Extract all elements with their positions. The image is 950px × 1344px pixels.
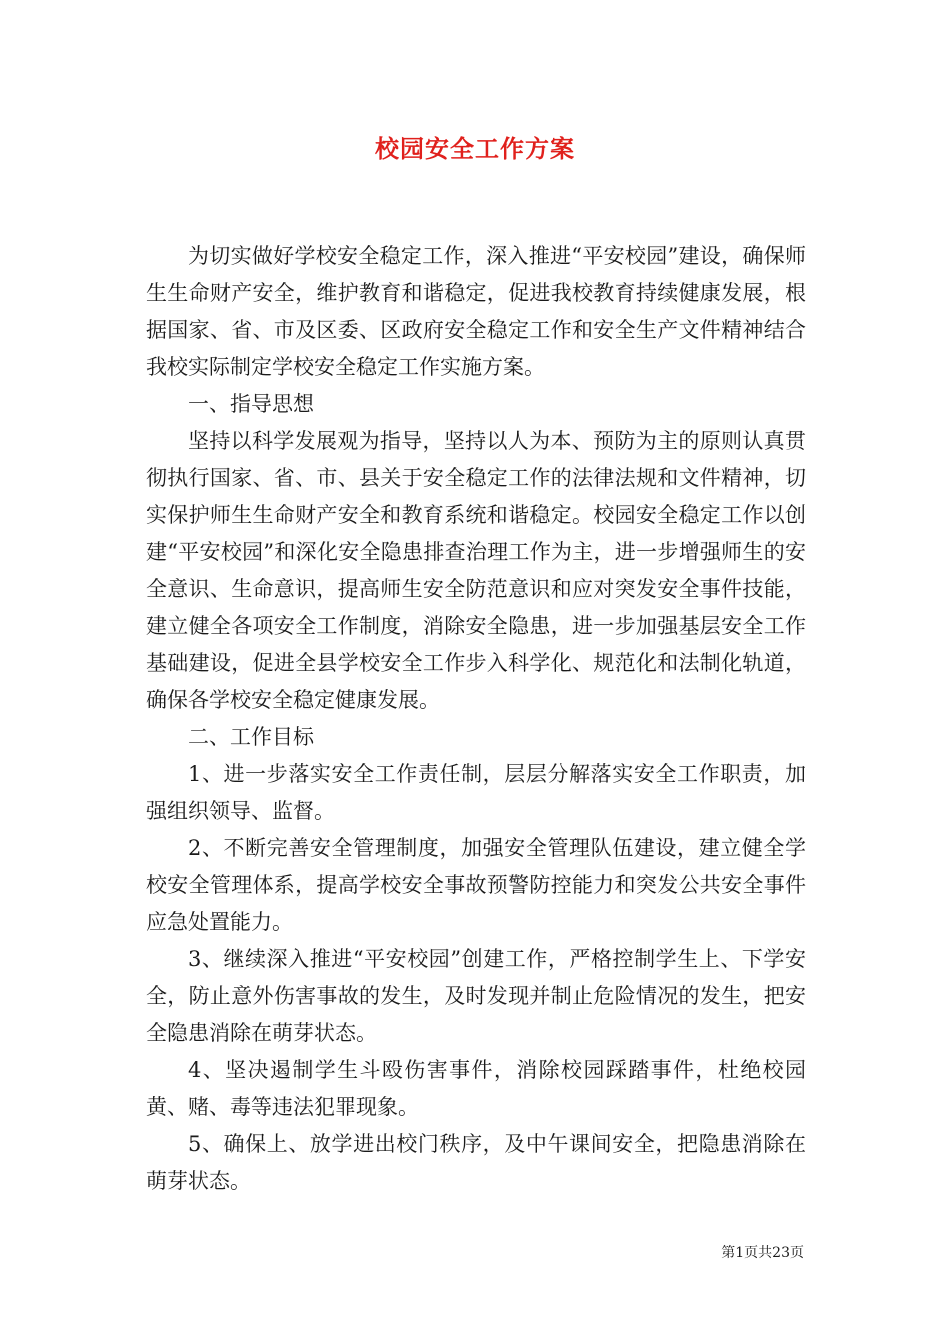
- section-heading-work-goals: 二、工作目标: [188, 725, 314, 749]
- document-title: 校园安全工作方案: [375, 134, 575, 163]
- goal-item-2: 2、不断完善安全管理制度，加强安全管理队伍建设，建立健全学校安全管理体系，提高学校安全事故预警防控能力和突发公共安全事件应急处置能力。: [146, 836, 806, 934]
- intro-paragraph: 为切实做好学校安全稳定工作，深入推进“平安校园”建设，确保师生生命财产安全，维护教育和谐稳定，促进我校教育持续健康发展，根据国家、省、市及区委、区政府安全稳定工作和安全生产文件精神结合我校实际制定学校安全稳定工作实施方案。: [146, 244, 806, 379]
- goal-item-4: 4、坚决遏制学生斗殴伤害事件，消除校园踩踏事件，杜绝校园黄、赌、毒等违法犯罪现象。: [146, 1058, 806, 1119]
- goal-item-5: 5、确保上、放学进出校门秩序，及中午课间安全，把隐患消除在萌芽状态。: [146, 1132, 806, 1193]
- goal-item-3: 3、继续深入推进“平安校园”创建工作，严格控制学生上、下学安全，防止意外伤害事故的发生，及时发现并制止危险情况的发生，把安全隐患消除在萌芽状态。: [146, 947, 806, 1045]
- page-number-footer: 第1页共23页: [721, 1245, 804, 1261]
- guiding-ideology-paragraph: 坚持以科学发展观为指导，坚持以人为本、预防为主的原则认真贯彻执行国家、省、市、县关于安全稳定工作的法律法规和文件精神，切实保护师生生命财产安全和教育系统和谐稳定。校园安全稳定工作以创建“平安校园”和深化安全隐患排查治理工作为主，进一步增强师生的安全意识、生命意识，提高师生安全防范意识和应对突发安全事件技能，建立健全各项安全工作制度，消除安全隐患，进一步加强基层安全工作基础建设，促进全县学校安全工作步入科学化、规范化和法制化轨道，确保各学校安全稳定健康发展。: [146, 429, 806, 712]
- goal-item-1: 1、进一步落实安全工作责任制，层层分解落实安全工作职责，加强组织领导、监督。: [146, 762, 806, 823]
- document-body: [146, 238, 806, 1200]
- section-heading-guiding-ideology: 一、指导思想: [188, 392, 314, 416]
